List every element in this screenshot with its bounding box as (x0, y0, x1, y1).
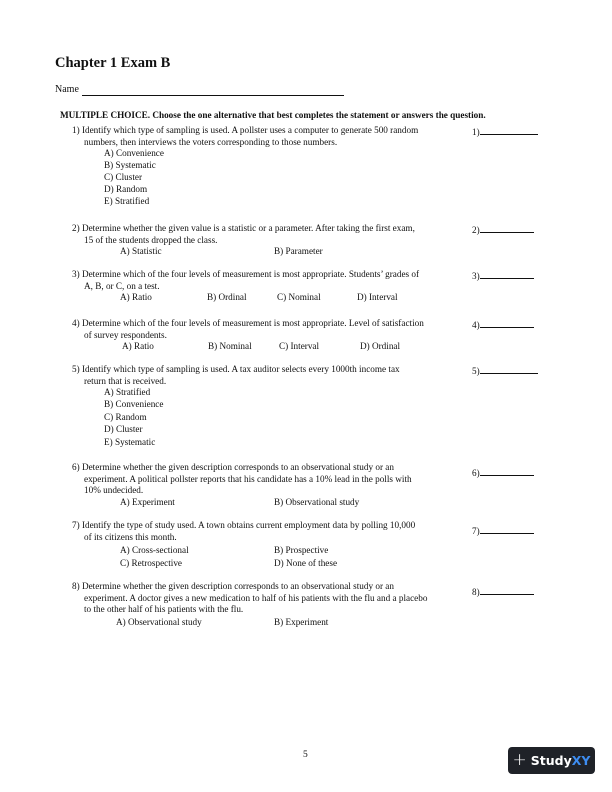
logo-text: StudyXY (530, 753, 591, 768)
page-title: Chapter 1 Exam B (55, 55, 171, 71)
option: B) Observational study (274, 497, 360, 507)
answer-blank-3[interactable]: 3) (472, 269, 534, 281)
question-4 (72, 318, 424, 341)
answer-blank-4[interactable]: 4) (472, 318, 534, 330)
question-7 (72, 520, 415, 543)
option: C) Interval (279, 341, 320, 351)
question-text: 2) Determine whether the given value is a statistic or a parameter. After taking the first exam, (72, 223, 415, 233)
question-text: 10% undecided. (84, 485, 144, 496)
question-text: 3) Determine which of the four levels of measurement is most appropriate. Students’ grades of (72, 269, 420, 279)
answer-blank-1[interactable]: 1) (472, 125, 538, 137)
option: D) Random (104, 184, 148, 194)
option: B) Prospective (274, 545, 329, 555)
answer-blank-6[interactable]: 6) (472, 466, 534, 478)
option: B) Parameter (274, 246, 323, 256)
option: D) Cluster (104, 424, 143, 434)
question-1 (72, 125, 418, 148)
plus-icon: + (512, 750, 527, 770)
question-text: experiment. A doctor gives a new medication to half of his patients with the flu and a placebo (84, 592, 428, 603)
question-text: 5) Identify which type of sampling is used. A tax auditor selects every 1000th income tax (72, 364, 400, 374)
question-text: 8) Determine whether the given description corresponds to an observational study or an (72, 581, 394, 591)
answer-blank-2[interactable]: 2) (472, 223, 534, 235)
option: D) Interval (357, 292, 398, 302)
option: B) Systematic (104, 160, 156, 170)
page-number: 5 (303, 750, 308, 760)
option: E) Systematic (104, 437, 156, 447)
option: C) Nominal (277, 292, 321, 302)
name-label: Name (55, 84, 79, 95)
question-text: to the other half of his patients with the flu. (84, 604, 244, 615)
option: C) Cluster (104, 172, 143, 182)
option: B) Experiment (274, 617, 329, 627)
question-2 (72, 223, 415, 246)
answer-blank-7[interactable]: 7) (472, 524, 534, 536)
option: C) Retrospective (120, 558, 182, 568)
option: E) Stratified (104, 196, 150, 206)
instructions: MULTIPLE CHOICE. Choose the one alternative that best completes the statement or answers the question. (60, 110, 486, 120)
question-text: 1) Identify which type of sampling is used. A pollster uses a computer to generate 500 random (72, 125, 419, 135)
question-text: A, B, or C, on a test. (84, 280, 160, 291)
option: A) Experiment (120, 497, 175, 507)
question-text: 15 of the students dropped the class. (84, 234, 218, 245)
option: D) None of these (274, 558, 338, 568)
question-text: 6) Determine whether the given description corresponds to an observational study or an (72, 462, 394, 472)
question-5 (72, 364, 400, 387)
option: A) Ratio (122, 341, 154, 351)
option: A) Ratio (120, 292, 152, 302)
question-text: experiment. A political pollster reports that his candidate has a 10% lead in the polls with (84, 473, 412, 484)
option: A) Stratified (104, 387, 151, 397)
option: C) Random (104, 412, 147, 422)
answer-blank-5[interactable]: 5) (472, 364, 538, 376)
option: A) Observational study (116, 617, 202, 627)
option: A) Cross-sectional (120, 545, 189, 555)
option: B) Convenience (104, 399, 164, 409)
question-8 (72, 581, 427, 616)
option: B) Ordinal (207, 292, 247, 302)
question-text: 7) Identify the type of study used. A town obtains current employment data by polling 10,000 (72, 520, 416, 530)
question-text: of survey respondents. (84, 329, 167, 340)
name-field-line[interactable] (82, 95, 344, 96)
question-text: 4) Determine which of the four levels of measurement is most appropriate. Level of satisfaction (72, 318, 424, 328)
question-3 (72, 269, 419, 292)
option: D) Ordinal (360, 341, 401, 351)
question-6 (72, 462, 412, 497)
question-text: return that is received. (84, 375, 167, 386)
studyxy-logo[interactable] (508, 747, 595, 774)
option: A) Statistic (120, 246, 162, 256)
option: B) Nominal (208, 341, 252, 351)
question-text: of its citizens this month. (84, 531, 177, 542)
answer-blank-8[interactable]: 8) (472, 585, 534, 597)
option: A) Convenience (104, 148, 164, 158)
question-text: numbers, then interviews the voters corresponding to those numbers. (84, 136, 338, 147)
